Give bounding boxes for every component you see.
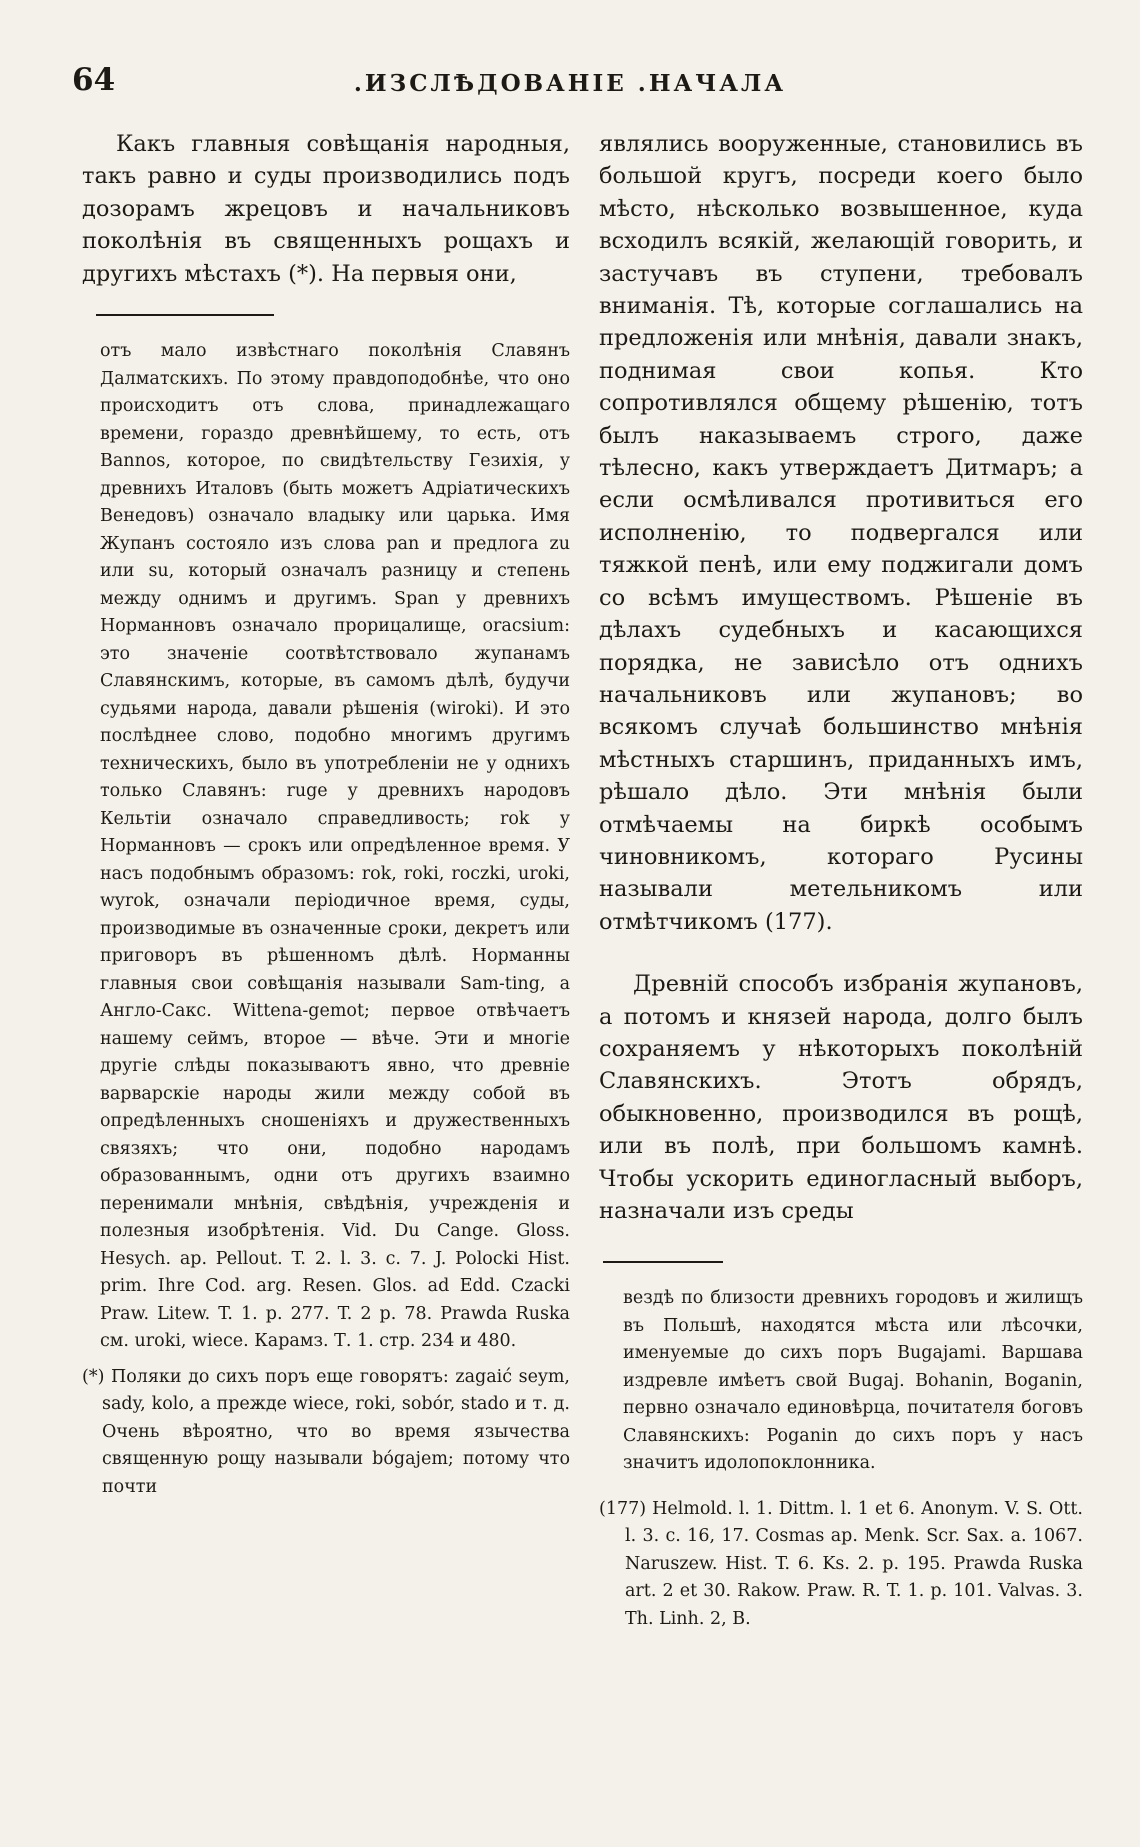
footnote-star: (*) Поляки до сихъ поръ еще говорятъ: zagaić seym, sady, kolo, а прежде wiece, roki, sobór, stado и т. д. Очень вѣроятно, что во время язычества священную рощу называли bógajem; потому что почти: [82, 1366, 570, 1497]
left-footnote-continuation: отъ мало извѣстнаго поколѣнія Славянъ Далматскихъ. По этому правдоподобнѣе, что оно происходитъ отъ слова, принадлежащаго времени, гораздо древнѣйшему, то есть, отъ Bannos, которое, по свидѣтельству Гезихія, у древнихъ Италовъ (быть можетъ Адріатическихъ Венедовъ) означало владыку или царька. Имя Жупанъ состояло изъ слова pan и предлога zu или su, который означалъ разницу и степень между однимъ и другимъ. Span у древнихъ Норманновъ означало прорицалище, oracsium: это значеніе соотвѣтствовало жупанамъ Славянскимъ, которые, въ самомъ дѣлѣ, будучи судьями народа, давали рѣшенія (wiroki). И это послѣднее слово, подобно многимъ другимъ техническихъ, было въ употребленіи не у однихъ только Славянъ: ruge у древнихъ народовъ Кельтіи означало справедливость; rok у Норманновъ — срокъ или опредѣленное время. У насъ подобнымъ образомъ: rok, roki, roczki, uroki, wyrok, означали періодичное время, суды, производимые въ означенные сроки, декретъ или приговоръ въ рѣшенномъ дѣлѣ. Норманны главныя свои совѣщанія называли Sam-ting, а Англо-Сакс. Wittena-gemot; первое отвѣчаетъ нашему сеймъ, второе — вѣче. Эти и многіе другіе слѣды показываютъ явно, что древніе варварскіе народы жили между собой въ опредѣленныхъ сношеніяхъ и дружественныхъ связяхъ; что они, подобно народамъ образованнымъ, одни отъ другихъ взаимно перенимали мнѣнія, свѣдѣнія, учрежденія и полезныя изобрѣтенія. Vid. Du Cange. Gloss. Hesych. ap. Pellout. T. 2. l. 3. c. 7. J. Polocki Hist. prim. Ihre Cod. arg. Resen. Glos. ad Edd. Czacki Praw. Litew. T. 1. p. 277. T. 2 p. 78. Prawda Ruska см. uroki, wiece. Карамз. Т. 1. стр. 234 и 480.: [100, 341, 570, 1352]
left-column: [82, 128, 570, 1501]
paragraph-gap: [599, 938, 1083, 968]
footnote-177: (177) Helmold. l. 1. Dittm. l. 1 et 6. Anonym. V. S. Ott. l. 3. c. 16, 17. Cosmas ap. Menk. Scr. Sax. a. 1067. Naruszew. Hist. T. 6. Ks. 2. p. 195. Prawda Ruska art. 2 et 30. Rakow. Praw. R. T. 1. p. 101. Valvas. 3. Th. Linh. 2, B.: [599, 1498, 1083, 1629]
right-main-text-2: Древній способъ избранія жупановъ, а потомъ и князей народа, долго былъ сохраняемъ у нѣкоторыхъ поколѣній Славянскихъ. Этотъ обрядъ, обыкновенно, производился въ рощѣ, или въ полѣ, при большомъ камнѣ. Чтобы ускорить единогласный выборъ, назначали изъ среды: [599, 971, 1083, 1224]
left-main-text: Какъ главныя совѣщанія народныя, такъ равно и суды производились подъ дозорамъ жрецовъ и начальниковъ поколѣнія въ священныхъ рощахъ и другихъ мѣстахъ (*). На первыя они,: [82, 131, 570, 287]
page-header: [68, 62, 1072, 106]
footnote-separator: [96, 314, 274, 316]
right-footnote-continuation: вездѣ по близости древнихъ городовъ и жилищъ въ Польшѣ, находятся мѣста или лѣсочки, именуемые до сихъ поръ Bugajami. Варшава издревле имѣетъ свой Bugaj. Bohanin, Boganin, первно означало единовѣрца, почитателя боговъ Славянскихъ: Poganin до сихъ поръ у насъ значитъ идолопоклонника.: [623, 1288, 1083, 1474]
page-number: 64: [72, 62, 116, 98]
right-column: [599, 128, 1083, 1633]
footnote-separator: [603, 1261, 723, 1263]
running-title: .ИЗСЛѢДОВАНІЕ .НАЧАЛА: [353, 70, 787, 97]
right-main-text-1: являлись вооруженные, становились въ большой кругъ, посреди коего было мѣсто, нѣсколько возвышенное, куда всходилъ всякій, желающій говорить, и застучавъ въ ступени, требовалъ вниманія. Тѣ, которые соглашались на предложенія или мнѣнія, давали знакъ, поднимая свои копья. Кто сопротивлялся общему рѣшенію, тотъ былъ наказываемъ строго, даже тѣлесно, какъ утверждаетъ Дитмаръ; а если осмѣливался противиться его исполненію, то подвергался или тяжкой пенѣ, или ему поджигали домъ со всѣмъ имуществомъ. Рѣшеніе въ дѣлахъ судебныхъ и касающихся порядка, не зависѣло отъ однихъ начальниковъ или жупановъ; во всякомъ случаѣ большинство мнѣнія мѣстныхъ старшинъ, приданныхъ имъ, рѣшало дѣло. Эти мнѣнія были отмѣчаемы на биркѣ особымъ чиновникомъ, котораго Русины называли метельникомъ или отмѣтчикомъ (177).: [599, 131, 1083, 935]
